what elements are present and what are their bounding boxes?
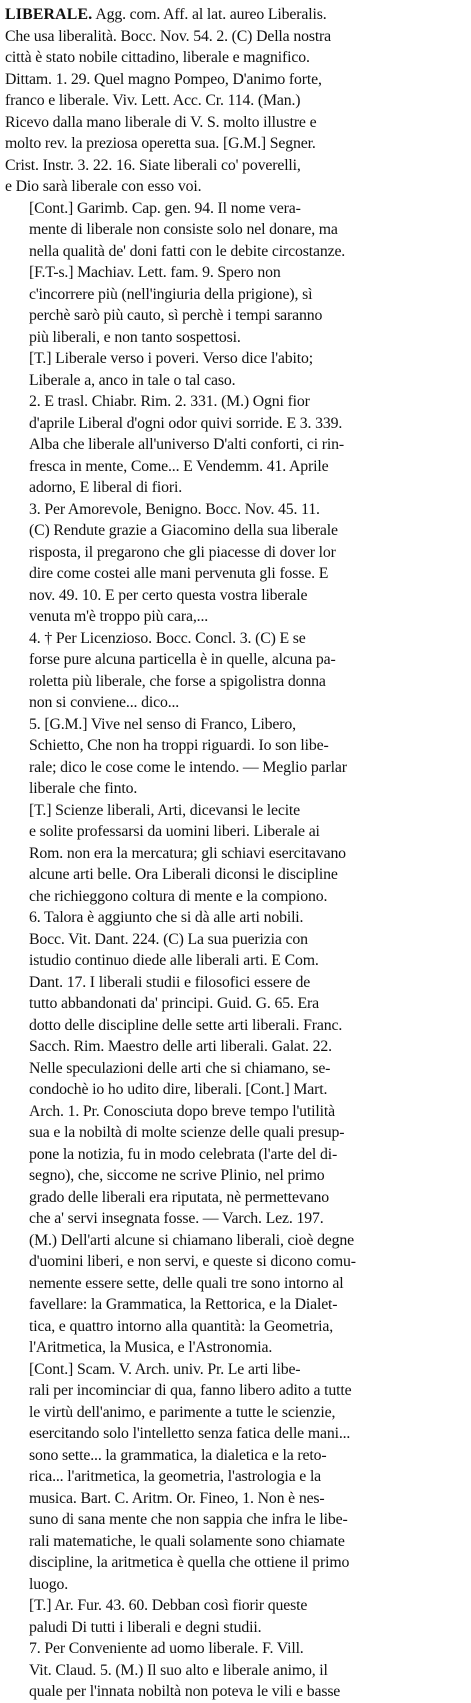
text-line: Liberale a, anco in tale o tal caso.: [29, 371, 236, 389]
text-line: venuta m'è troppo più cara,...: [29, 608, 209, 625]
text-line: 7. Per Conveniente ad uomo liberale. F. Vill.: [29, 1640, 304, 1657]
text-line: molto rev. la preziosa operetta sua. [G.M.] Segner.: [5, 135, 316, 152]
text-line: musica. Bart. C. Aritm. Or. Fineo, 1. Non è nes-: [29, 1489, 325, 1507]
text-line: [5, 4, 465, 26]
text-line: mente di liberale non consiste solo nel donare, ma: [29, 221, 338, 238]
text-line: [T.] Ar. Fur. 43. 60. Debban così fiorir queste: [29, 1597, 308, 1614]
entry-paragraph: [5, 714, 465, 800]
text-line: perchè sarò più cauto, sì perchè i tempi saranno: [29, 307, 323, 324]
text-line: [F.T-s.] Machiav. Lett. fam. 9. Spero non: [29, 264, 281, 281]
text-line: 4. † Per Licenzioso. Bocc. Concl. 3. (C) E se: [29, 629, 306, 647]
text-line: alcune arti belle. Ora Liberali diconsi le discipline: [29, 866, 338, 883]
text-line: [Cont.] Garimb. Cap. gen. 94. Il nome vera-: [29, 199, 301, 217]
text-line: l'Aritmetica, la Musica, e l'Astronomia.: [29, 1339, 273, 1356]
headword: LIBERALE.: [5, 6, 93, 23]
text-line: rale; dico le cose come le intendo. — Meglio parlar: [29, 758, 347, 776]
text-line: roletta più liberale, che forse a spigolistra donna: [29, 672, 326, 690]
dictionary-entry-liberale: [5, 4, 465, 1703]
text-line: d'uomini liberi, e non servi, e queste si dicono comu-: [29, 1253, 356, 1270]
text-line: nella qualità de' doni fatti con le debite circostanze.: [29, 242, 346, 260]
text-line: non si conviene... dico...: [29, 694, 180, 711]
text-line: nov. 49. 10. E per certo questa vostra liberale: [29, 586, 308, 604]
text-line: condochè io ho udito dire, liberali. [Cont.] Mart.: [29, 1081, 328, 1098]
headword-definition: Agg. com. Aff. al lat. aureo Liberalis.: [92, 6, 327, 23]
text-line: Schietto, Che non ha troppi riguardi. Io son libe-: [29, 737, 329, 754]
text-line: segno), che, siccome ne scrive Plinio, nel primo: [29, 1167, 325, 1184]
text-line: Dittam. 1. 29. Quel magno Pompeo, D'animo forte,: [5, 70, 322, 88]
text-line: sua e la nobiltà di molte scienze delle quali presup-: [29, 1124, 345, 1141]
text-line: dotto delle discipline delle sette arti liberali. Franc.: [29, 1016, 343, 1034]
text-line: grado delle liberali era riputata, nè permettevano: [29, 1188, 329, 1206]
text-line: (C) Rendute grazie a Giacomino della sua liberale: [29, 522, 338, 539]
text-line: quale per l'innata nobiltà non poteva le vili e basse: [29, 1683, 341, 1700]
text-line: Dant. 17. I liberali studii e filosofici essere de: [29, 973, 311, 991]
text-line: discipline, la aritmetica è quella che ottiene il primo: [29, 1554, 350, 1571]
entry-paragraph: [5, 1359, 465, 1596]
text-line: Ricevo dalla mano liberale di V. S. molto illustre e: [5, 113, 317, 131]
text-line: che richieggono coltura di mente e la compiono.: [29, 887, 328, 905]
text-line: rali per incominciar di qua, fanno libero adito a tutte: [29, 1382, 352, 1399]
text-line: e Dio sarà liberale con esso voi.: [5, 178, 202, 195]
text-line: risposta, il pregarono che gli piacesse di dover lor: [29, 543, 336, 561]
text-line: Rom. non era la mercatura; gli schiavi esercitavano: [29, 844, 346, 862]
text-line: istudio continuo diede alle liberali arti. E Com.: [29, 952, 319, 969]
text-line: c'incorrere più (nell'ingiuria della prigione), sì: [29, 285, 313, 303]
entry-paragraph: [5, 907, 465, 1359]
text-line: nemente essere sette, delle quali tre sono intorno al: [29, 1274, 344, 1292]
text-line: franco e liberale. Viv. Lett. Acc. Cr. 114. (Man.): [5, 92, 301, 109]
text-line: città è stato nobile cittadino, liberale e magnifico.: [5, 49, 310, 66]
entry-paragraph: [5, 499, 465, 628]
entry-paragraph: [5, 1595, 465, 1638]
text-line: le virtù dell'animo, e parimente a tutte le scienzie,: [29, 1403, 336, 1421]
entry-paragraph: [5, 800, 465, 908]
text-line: Crist. Instr. 3. 22. 16. Siate liberali co' poverelli,: [5, 156, 301, 174]
text-line: tutto abbandonati da' principi. Guid. G. 65. Era: [29, 995, 320, 1012]
text-line: forse pure alcuna particella è in quelle, alcuna pa-: [29, 651, 336, 668]
text-line: (M.) Dell'arti alcune si chiamano liberali, cioè degne: [29, 1231, 355, 1249]
text-line: Bocc. Vit. Dant. 224. (C) La sua puerizia con: [29, 930, 308, 948]
text-line: adorno, E liberal di fiori.: [29, 479, 182, 496]
entry-paragraph: [5, 4, 465, 198]
entry-paragraph: [5, 1638, 465, 1703]
text-line: fresca in mente, Come... E Vendemm. 41. Aprile: [29, 457, 329, 475]
entry-paragraph: [5, 391, 465, 499]
text-line: luogo.: [29, 1575, 69, 1593]
text-line: 6. Talora è aggiunto che si dà alle arti nobili.: [29, 909, 304, 926]
text-line: rica... l'aritmetica, la geometria, l'astrologia e la: [29, 1468, 322, 1485]
text-line: esercitando solo l'intelletto senza fatica delle mani...: [29, 1425, 351, 1442]
text-line: [Cont.] Scam. V. Arch. univ. Pr. Le arti libe-: [29, 1360, 301, 1378]
text-line: Nelle speculazioni delle arti che si chiamano, se-: [29, 1059, 331, 1077]
entry-paragraph: [5, 628, 465, 714]
text-line: Che usa liberalità. Bocc. Nov. 54. 2. (C) Della nostra: [5, 27, 332, 45]
text-line: Sacch. Rim. Maestro delle arti liberali. Galat. 22.: [29, 1038, 332, 1055]
text-line: dire come costei alle mani pervenuta gli fosse. E: [29, 565, 329, 582]
text-line: 3. Per Amorevole, Benigno. Bocc. Nov. 45. 11.: [29, 500, 320, 518]
text-line: tica, e quattro intorno alla quantità: la Geometria,: [29, 1317, 334, 1335]
text-line: liberale che finto.: [29, 780, 138, 797]
text-line: che a' servi insegnata fosse. — Varch. Lez. 197.: [29, 1210, 324, 1227]
entry-paragraph: [5, 198, 465, 263]
text-line: Arch. 1. Pr. Conosciuta dopo breve tempo l'utilità: [29, 1102, 335, 1120]
text-line: favellare: la Grammatica, la Rettorica, e la Dialet-: [29, 1296, 338, 1313]
text-line: [T.] Liberale verso i poveri. Verso dice l'abito;: [29, 350, 313, 367]
text-line: sono sette... la grammatica, la dialetica e la reto-: [29, 1446, 327, 1464]
text-line: 5. [G.M.] Vive nel senso di Franco, Libero,: [29, 715, 296, 733]
text-line: suno di sana mente che non sappia che infra le libe-: [29, 1511, 348, 1528]
text-line: paludi Di tutti i liberali e degni studii.: [29, 1618, 262, 1636]
entry-paragraph: [5, 348, 465, 391]
text-line: rali matematiche, le quali solamente sono chiamate: [29, 1532, 345, 1550]
text-line: d'aprile Liberal d'ogni odor quivi sorride. E 3. 339.: [29, 414, 343, 432]
text-line: Vit. Claud. 5. (M.) Il suo alto e liberale animo, il: [29, 1661, 328, 1679]
text-line: pone la notizia, fu in modo celebrata (l'arte del di-: [29, 1145, 338, 1163]
entry-paragraph: [5, 262, 465, 348]
text-line: più liberali, e non tanto sospettosi.: [29, 328, 241, 346]
text-line: e solite professarsi da uomini liberi. Liberale ai: [29, 823, 320, 840]
text-line: [T.] Scienze liberali, Arti, dicevansi le lecite: [29, 801, 301, 819]
text-line: 2. E trasl. Chiabr. Rim. 2. 331. (M.) Ogni fior: [29, 393, 310, 410]
text-line: Alba che liberale all'universo D'alti conforti, ci rin-: [29, 436, 345, 453]
